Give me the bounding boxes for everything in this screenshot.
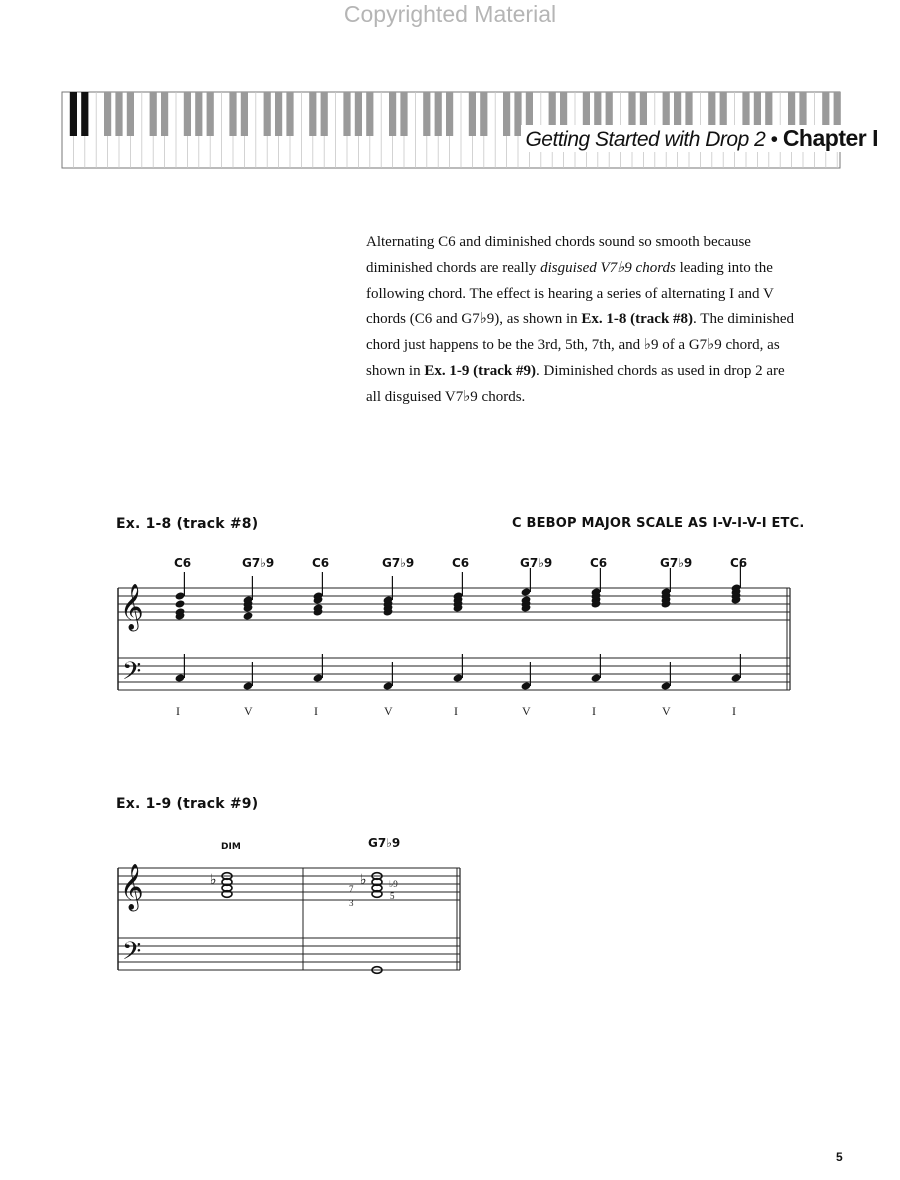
chord-symbol: G7♭9 [520,556,553,570]
ex9-treble-clef-icon: 𝄞 [120,864,144,910]
body-text-4: . Diminished chords as used in drop 2 are all disguised V7♭9 chords. [366,362,785,405]
roman-numeral: I [732,704,736,718]
flat-icon: ♭ [360,872,367,888]
roman-numeral: I [592,704,596,718]
body-text-emphasis: disguised V7♭9 chords [540,259,676,276]
bass-clef-icon: 𝄢 [122,657,142,692]
body-text-3: . The diminished chord just happens to be the 3rd, 5th, 7th, and ♭9 of a G7♭9 chord, as shown in [366,311,795,379]
header-separator: • [770,128,778,151]
roman-numeral: V [384,704,393,718]
chapter-title: Getting Started with Drop 2 [525,128,766,151]
interval-label-3: 3 [349,898,354,908]
treble-clef-icon: 𝄞 [120,584,144,630]
body-text-1: Alternating C6 and diminished chords sound so smooth because diminished chords are really [366,234,751,276]
flat-icon: ♭ [210,872,217,888]
chord-symbol: C6 [174,556,192,570]
example-1-8-caption: C BEBOP MAJOR SCALE AS I-V-I-V-I ETC. [512,516,805,531]
roman-numeral: V [662,704,671,718]
roman-numeral: V [522,704,531,718]
chord-symbol: C6 [590,556,608,570]
interval-label-flat9: ♭9 [389,879,398,889]
page-number: 5 [836,1150,843,1164]
treble-notehead [175,599,186,608]
roman-numeral: I [176,704,180,718]
chord-symbol: C6 [312,556,330,570]
chord-symbol: G7♭9 [660,556,693,570]
chapter-number: Chapter I [782,125,878,151]
interval-label-7: 7 [349,884,354,894]
dim-chord-symbol: DIM [221,842,241,852]
example-1-9-label: Ex. 1-9 (track #9) [116,796,259,812]
roman-numeral: I [454,704,458,718]
ref-example-9: Ex. 1-9 (track #9) [424,362,536,379]
chord-symbol: G7♭9 [382,556,415,570]
roman-numeral: I [314,704,318,718]
chord-symbol: G7♭9 [242,556,275,570]
roman-numeral: V [244,704,253,718]
example-1-8-label: Ex. 1-8 (track #8) [116,516,259,532]
chord-symbol: C6 [730,556,748,570]
treble-notehead [243,611,254,620]
ex9-bass-clef-icon: 𝄢 [122,937,142,972]
copyright-watermark: Copyrighted Material [343,1,557,27]
body-text-2: leading into the following chord. The effect is hearing a series of alternating I and V chords (C6 and G7♭9), as shown in [366,259,774,328]
chord-symbol: C6 [452,556,470,570]
g7b9-chord-symbol: G7♭9 [368,836,401,850]
ref-example-8: Ex. 1-8 (track #8) [581,311,694,328]
interval-label-5: 5 [390,891,395,901]
